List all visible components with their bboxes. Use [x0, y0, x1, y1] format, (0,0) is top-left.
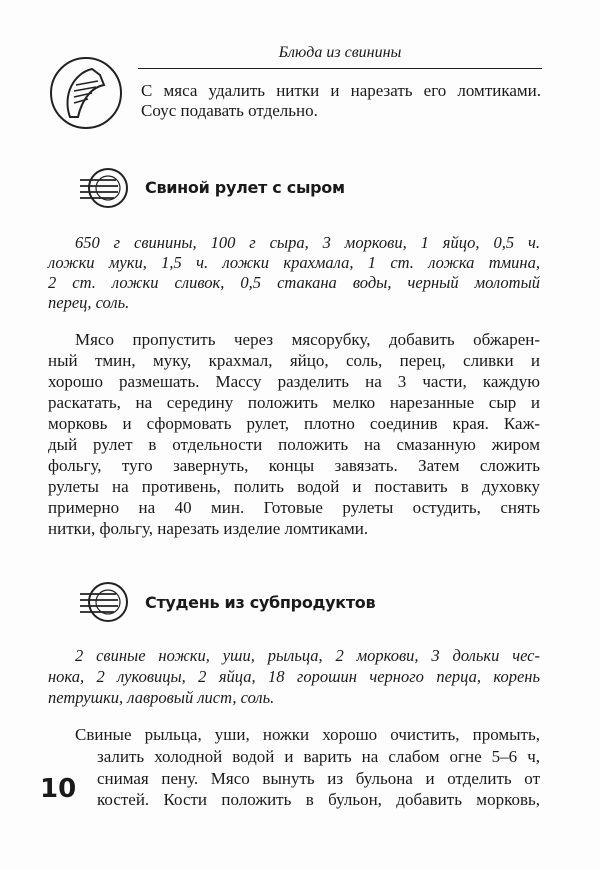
method-line: Мясо пропустить через мясорубку, добавить обжарен- — [75, 330, 540, 349]
method-line: фольгу, туго завернуть, концы завязать. Затем сложить — [48, 456, 540, 475]
ingredients-line: перец, соль. — [48, 293, 130, 312]
page-number: 10 — [40, 774, 77, 804]
meat-plate-icon — [48, 55, 124, 131]
method-line: снимая пену. Мясо вынуть из бульона и отделить от — [97, 769, 540, 788]
intro-line: С мяса удалить нитки и нарезать его ломтиками. — [141, 81, 541, 100]
cutlery-plate-icon — [78, 166, 128, 210]
method-line: костей. Кости положить в бульон, добавить морковь, — [97, 790, 540, 809]
method-line: примерно на 40 мин. Готовые рулеты остудить, снять — [48, 498, 540, 517]
ingredients-line: петрушки, лавровый лист, соль. — [48, 688, 275, 707]
ingredients-line: нока, 2 луковицы, 2 яйца, 18 горошин черного перца, корень — [48, 667, 540, 686]
method-line: раскатать, на середину положить мелко нарезанные сыр и — [48, 393, 540, 412]
ingredients-line: 650 г свинины, 100 г сыра, 3 моркови, 1 яйцо, 0,5 ч. — [75, 233, 540, 252]
method-line: ный тмин, муку, крахмал, яйцо, соль, перец, сливки и — [48, 351, 540, 370]
method-line: рулеты на противень, полить водой и поставить в духовку — [48, 477, 540, 496]
cutlery-plate-icon — [78, 580, 128, 624]
intro-line: Соус подавать отдельно. — [141, 101, 318, 120]
recipe-title: Студень из субпродуктов — [145, 593, 376, 612]
ingredients-line: 2 свиные ножки, уши, рыльца, 2 моркови, 3 дольки чес- — [75, 646, 540, 665]
method-line: хорошо размешать. Массу разделить на 3 части, каждую — [48, 372, 540, 391]
method-line: Свиные рыльца, уши, ножки хорошо очистить, промыть, — [75, 725, 540, 744]
method-line: дый рулет в отдельности положить на смазанную жиром — [48, 435, 540, 454]
ingredients-line: ложки муки, 1,5 ч. ложки крахмала, 1 ст. ложка тмина, — [48, 253, 540, 272]
method-line: морковь и сформовать рулет, плотно соединив края. Каж- — [48, 414, 540, 433]
method-line: нитки, фольгу, нарезать изделие ломтиками. — [48, 519, 369, 538]
method-line: залить холодной водой и варить на слабом огне 5–6 ч, — [97, 747, 540, 766]
running-head: Блюда из свинины — [278, 44, 402, 61]
ingredients-line: 2 ст. ложки сливок, 0,5 стакана воды, черный молотый — [48, 273, 540, 292]
header-rule — [138, 68, 542, 69]
recipe-title: Свиной рулет с сыром — [145, 178, 345, 197]
